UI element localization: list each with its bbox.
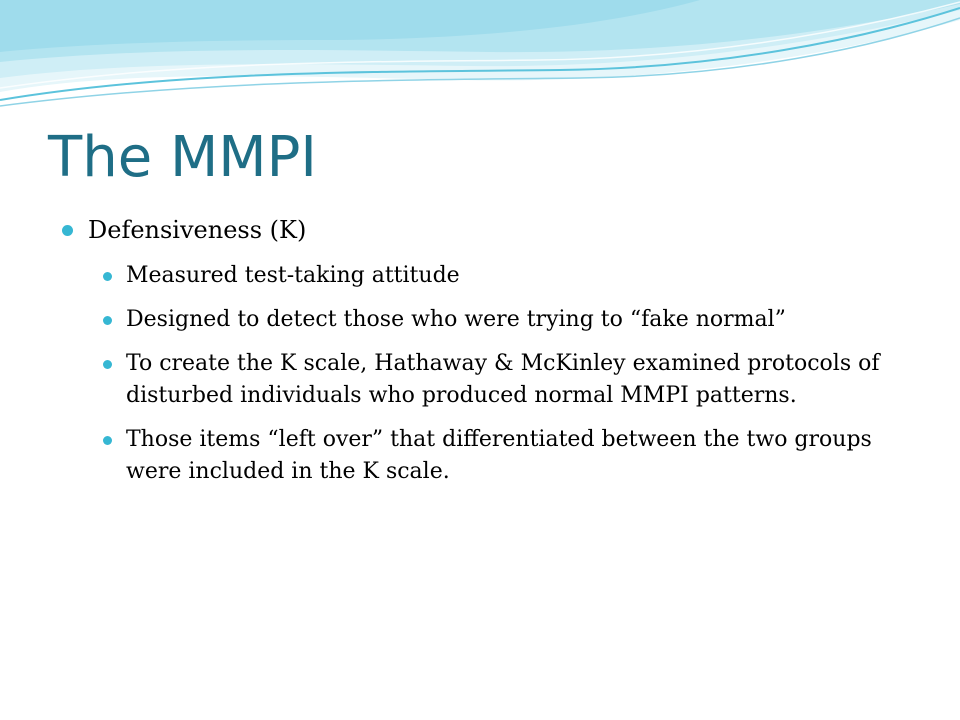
sub-bullet-text: Designed to detect those who were trying to “fake normal” bbox=[126, 307, 786, 332]
sub-bullet-dot-icon bbox=[103, 360, 112, 369]
sub-bullet-k-scale-creation bbox=[100, 348, 902, 412]
slide-content bbox=[62, 210, 902, 500]
bullet-defensiveness bbox=[62, 210, 902, 250]
sub-bullet-text: Those items “left over” that differentiated between the two groups were included in the K scale. bbox=[126, 427, 872, 484]
sub-bullet-left-over-items bbox=[100, 424, 902, 488]
sub-bullet-dot-icon bbox=[103, 436, 112, 445]
sub-bullet-attitude bbox=[100, 260, 902, 292]
sub-bullet-fake-normal bbox=[100, 304, 902, 336]
bullet-dot-icon bbox=[62, 225, 73, 236]
sub-bullet-dot-icon bbox=[103, 316, 112, 325]
slide-title: The MMPI bbox=[48, 125, 317, 190]
header-wave-decoration bbox=[0, 0, 960, 110]
sub-bullet-dot-icon bbox=[103, 272, 112, 281]
bullet-text: Defensiveness (K) bbox=[88, 216, 307, 244]
sub-bullet-text: To create the K scale, Hathaway & McKinley examined protocols of disturbed individuals who produced normal MMPI patterns. bbox=[126, 351, 880, 408]
sub-bullet-text: Measured test-taking attitude bbox=[126, 263, 460, 288]
